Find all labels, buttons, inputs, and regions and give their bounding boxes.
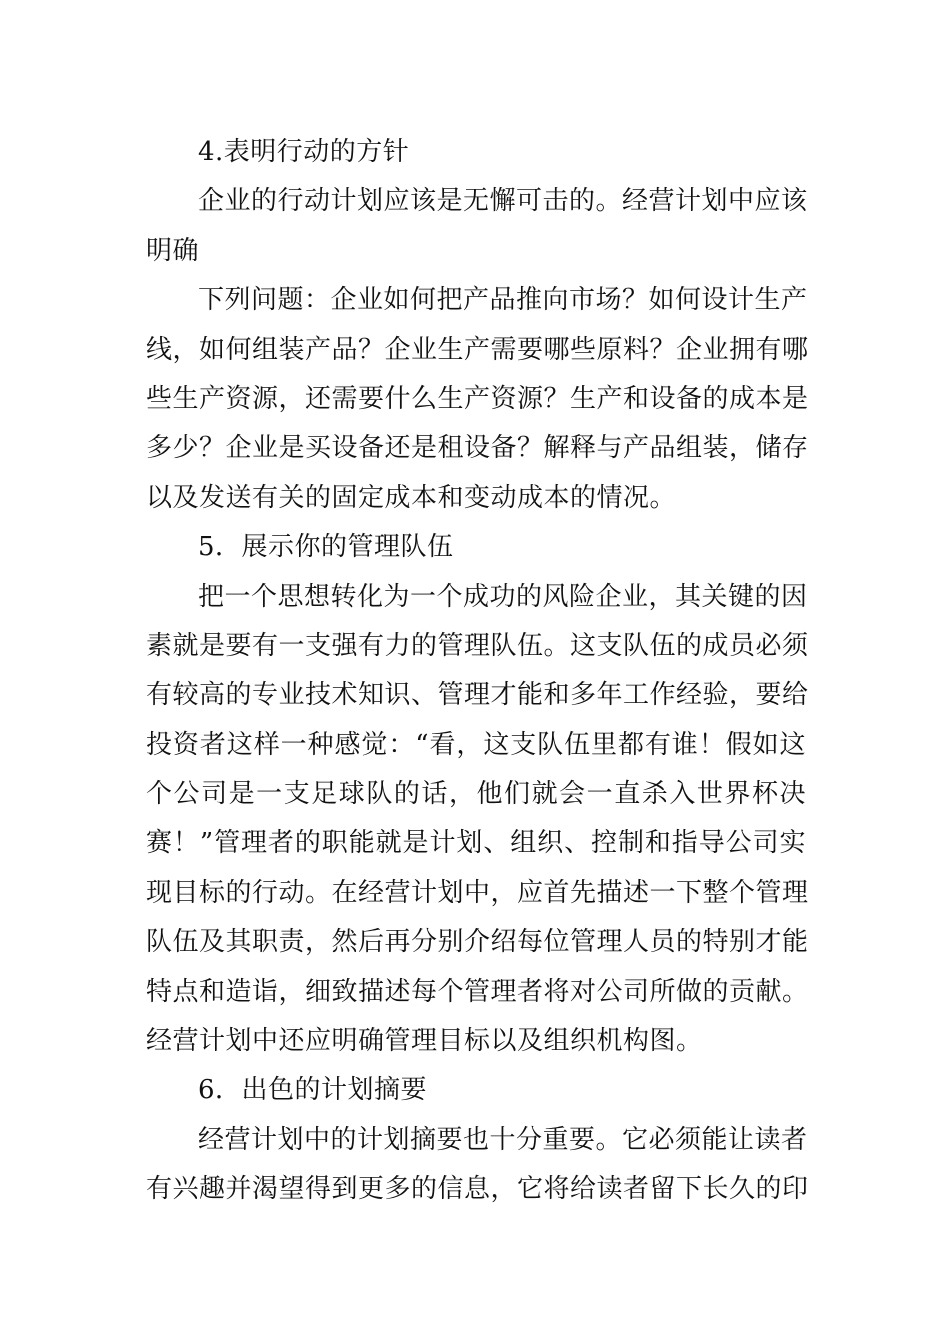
paragraph-line: 素就是要有一支强有力的管理队伍。这支队伍的成员必须 <box>146 630 809 661</box>
paragraph-line: 明确 <box>146 235 200 266</box>
document-body <box>146 128 809 1215</box>
paragraph-line: 有兴趣并渴望得到更多的信息，它将给读者留下长久的印 <box>146 1174 809 1205</box>
paragraph-line: 把一个思想转化为一个成功的风险企业，其关键的因 <box>198 581 808 612</box>
paragraph-line: 多少？企业是买设备还是租设备？解释与产品组装，储存 <box>146 433 809 464</box>
section-heading-5: 5．展示你的管理队伍 <box>198 532 454 563</box>
paragraph-line: 下列问题：企业如何把产品推向市场？如何设计生产 <box>198 285 808 316</box>
paragraph-line: 个公司是一支足球队的话，他们就会一直杀入世界杯决 <box>146 779 806 810</box>
paragraph-line: 现目标的行动。在经营计划中，应首先描述一下整个管理 <box>146 877 809 908</box>
paragraph-line: 赛！”管理者的职能就是计划、组织、控制和指导公司实 <box>146 828 806 859</box>
paragraph-line: 经营计划中的计划摘要也十分重要。它必须能让读者 <box>198 1124 808 1155</box>
paragraph-line: 以及发送有关的固定成本和变动成本的情况。 <box>146 482 677 513</box>
section-heading-6: 6．出色的计划摘要 <box>198 1075 428 1106</box>
paragraph-line: 有较高的专业技术知识、管理才能和多年工作经验，要给 <box>146 680 809 711</box>
paragraph-line: 线，如何组装产品？企业生产需要哪些原料？企业拥有哪 <box>146 334 809 365</box>
paragraph-line: 特点和造诣，细致描述每个管理者将对公司所做的贡献。 <box>146 976 809 1007</box>
paragraph-line: 投资者这样一种感觉：“看，这支队伍里都有谁！假如这 <box>146 729 806 760</box>
paragraph-line: 队伍及其职责，然后再分别介绍每位管理人员的特别才能 <box>146 927 809 958</box>
paragraph-line: 企业的行动计划应该是无懈可击的。经营计划中应该 <box>198 186 808 217</box>
paragraph-line: 经营计划中还应明确管理目标以及组织机构图。 <box>146 1026 703 1057</box>
section-heading-4: 4.表明行动的方针 <box>198 137 410 167</box>
paragraph-line: 些生产资源，还需要什么生产资源？生产和设备的成本是 <box>146 383 809 414</box>
